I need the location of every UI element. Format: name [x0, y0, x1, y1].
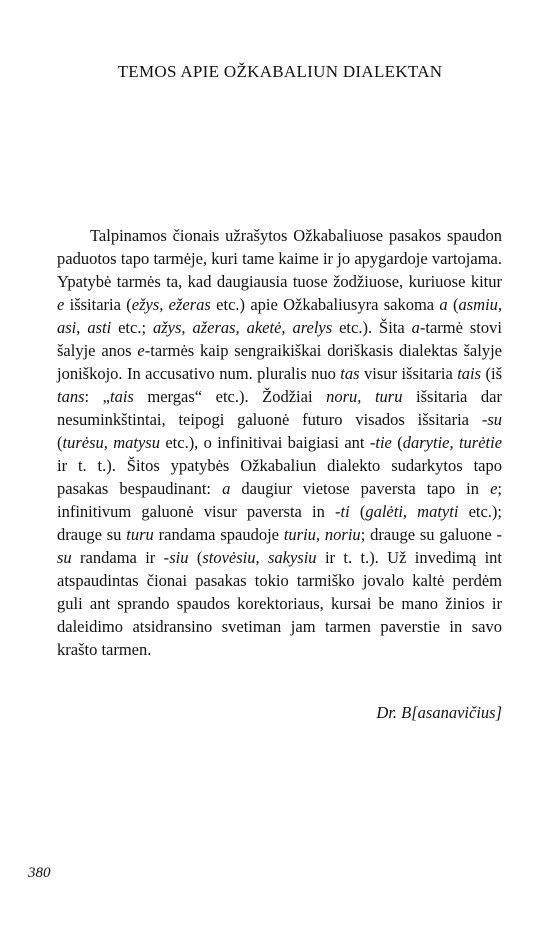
text-run: ( [349, 502, 366, 521]
italic-term: tans [57, 387, 85, 406]
text-run: (iš [481, 364, 503, 383]
italic-term: su [57, 548, 72, 567]
italic-term: turėsu, matysu [62, 433, 160, 452]
italic-term: tais [457, 364, 482, 383]
italic-term: ti [340, 502, 350, 521]
text-run: ( [447, 295, 459, 314]
italic-term: tas [340, 364, 360, 383]
text-run: Talpinamos čionais užrašytos Ožkabaliuose pasakos spaudon paduotos tapo tarmėje, kuri tame kaime ir jo apygardoje vartojama. Ypatybė tarmės ta, kad daugiausia tuose žodžiuose, kuriuose kitur [57, 226, 502, 291]
italic-term: a [222, 479, 231, 498]
text-run: mergas“ etc.). Žodžiai [133, 387, 327, 406]
text-run: etc.); drauge su [57, 502, 503, 544]
italic-term: turiu, noriu [283, 525, 361, 544]
page-title: TEMOS APIE OŽKABALIUN DIALEKTAN [117, 62, 443, 81]
text-run: etc.) apie Ožkabaliusyra sakoma [210, 295, 440, 314]
text-run: išsitaria dar nesuminkštintai, teipogi galuonė futuro visados išsitaria - [57, 387, 502, 429]
text-run: išsitaria ( [64, 295, 132, 314]
text-run: -tarmė stovi šalyje anos [57, 318, 502, 360]
italic-term: siu [169, 548, 189, 567]
text-run: ir t. t.). Šitos ypatybės Ožkabaliun dialekto sudarkytos tapo pasakas bespaudinant: [57, 456, 502, 498]
text-run: ir t. t.). Už invedimą int atspaudintas čionai pasakas tokio tarmiško jovalo kaltė perdėm guli ant sprando spaudos korektoriaus, kursai be mano žinios ir daleidimo atsidransino svetiman jam tarmen paverstie in savo krašto tarmen. [57, 548, 502, 659]
italic-term: tie [375, 433, 392, 452]
italic-term: noru, turu [326, 387, 403, 406]
body-text [57, 224, 502, 661]
text-run: ( [391, 433, 403, 452]
italic-term: a [411, 318, 420, 337]
text-run: etc.), o infinitivai baigiasi ant - [159, 433, 376, 452]
paragraph [57, 224, 502, 661]
italic-term: tais [109, 387, 134, 406]
text-run: ( [188, 548, 203, 567]
text-run: daugiur vietose paversta tapo in [230, 479, 491, 498]
italic-term: su [487, 410, 502, 429]
text-run: randama spaudoje [153, 525, 284, 544]
italic-term: e [490, 479, 498, 498]
text-run: ; drauge su galuone - [360, 525, 502, 544]
author-signature: Dr. B[asanavičius] [376, 703, 502, 722]
page-number: 380 [28, 865, 51, 881]
italic-term: ažys, ažeras, aketė, arelys [152, 318, 333, 337]
italic-term: darytie, turėtie [402, 433, 503, 452]
text-run: etc.; [111, 318, 153, 337]
italic-term: asmiu, asi, asti [57, 295, 503, 337]
text-run: visur išsitaria [359, 364, 458, 383]
italic-term: e [137, 341, 145, 360]
text-run: ( [57, 433, 63, 452]
text-run: etc.). Šita [332, 318, 412, 337]
text-run: randama ir - [71, 548, 170, 567]
text-run: : „ [84, 387, 110, 406]
text-run: ; infinitivum galuonė visur paversta in - [57, 479, 502, 521]
text-run: -tarmės kaip sengraikiškai doriškasis dialektas šalyje joniškojo. In accusativo num. pluralis nuo [57, 341, 502, 383]
italic-term: ežys, ežeras [131, 295, 211, 314]
italic-term: e [57, 295, 65, 314]
italic-term: galėti, matyti [365, 502, 459, 521]
italic-term: stovėsiu, sakysiu [202, 548, 317, 567]
italic-term: turu [126, 525, 154, 544]
italic-term: a [439, 295, 448, 314]
